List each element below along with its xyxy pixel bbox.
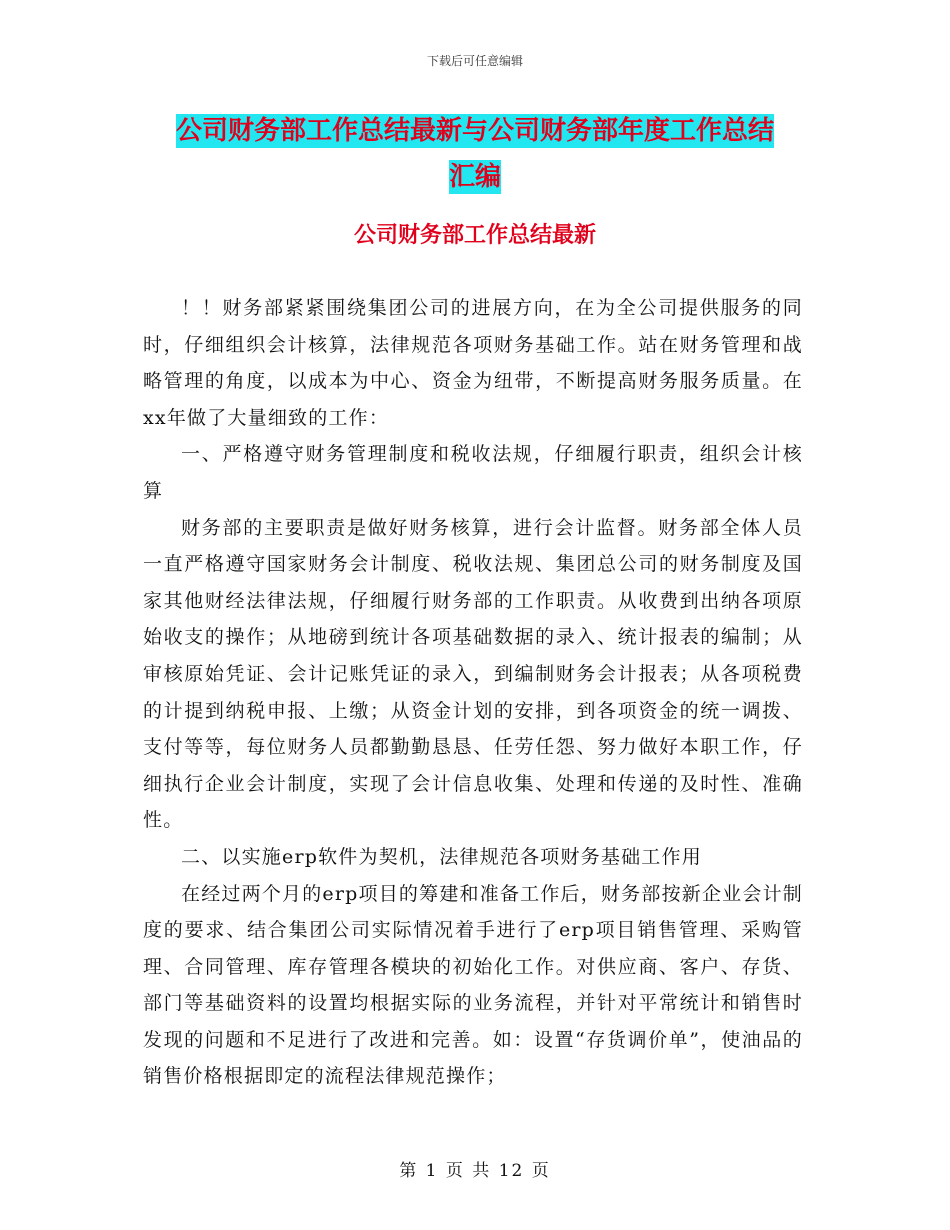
paragraph: 二、以实施erp软件为契机，法律规范各项财务基础工作用 bbox=[181, 845, 702, 868]
paragraph: 财务部的主要职责是做好财务核算，进行会计监督。财务部全体人员一直严格遵守国家财务会计制度、税收法规、集团总公司的财务制度及国家其他财经法律法规，仔细履行财务部的工作职责。从收费到出纳各项原始收支的操作；从地磅到统计各项基础数据的录入、统计报表的编制；从审核原始凭证、会计记账凭证的录入，到编制财务会计报表；从各项税费的计提到纳税申报、上缴；从资金计划的安排，到各项资金的统一调拨、支付等等，每位财务人员都勤勤恳恳、任劳任怨、努力做好本职工作，仔细执行企业会计制度，实现了会计信息收集、处理和传递的及时性、准确性。 bbox=[143, 516, 803, 832]
paragraph: 在经过两个月的erp项目的筹建和准备工作后，财务部按新企业会计制度的要求、结合集团公司实际情况着手进行了erp项目销售管理、采购管理、合同管理、库存管理各模块的初始化工作。对供应商、客户、存货、部门等基础资料的设置均根据实际的业务流程，并针对平常统计和销售时发现的问题和不足进行了改进和完善。如：设置“存货调价单”，使油品的销售价格根据即定的流程法律规范操作； bbox=[143, 882, 803, 1088]
paragraph: 一、严格遵守财务管理制度和税收法规，仔细履行职责，组织会计核算 bbox=[143, 443, 803, 502]
title-line-2: 汇编 bbox=[448, 162, 501, 192]
paragraph: ！！财务部紧紧围绕集团公司的进展方向，在为全公司提供服务的同时，仔细组织会计核算，法律规范各项财务基础工作。站在财务管理和战略管理的角度，以成本为中心、资金为纽带，不断提高财务服务质量。在xx年做了大量细致的工作： bbox=[143, 297, 803, 429]
page-footer: 第 1 页 共 12 页 bbox=[399, 1161, 551, 1181]
header-note: 下载后可任意编辑 bbox=[426, 54, 523, 68]
title-line-1: 公司财务部工作总结最新与公司财务部年度工作总结 bbox=[175, 116, 774, 146]
body-text bbox=[143, 290, 803, 1095]
document-title bbox=[0, 108, 950, 200]
section-title: 公司财务部工作总结最新 bbox=[353, 222, 596, 248]
